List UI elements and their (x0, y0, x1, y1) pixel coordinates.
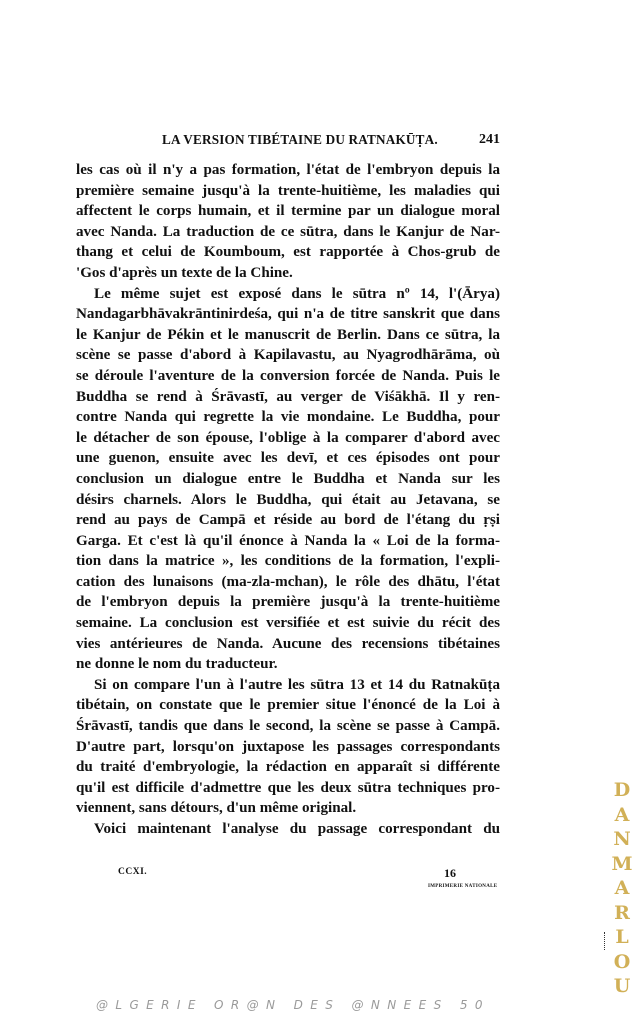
text-line: 'Gos d'après un texte de la Chine. (76, 264, 293, 281)
text-line: ne donne le nom du traducteur. (76, 656, 278, 673)
text-line: tibétain, on constate que le premier situe l'énoncé de la Loi à (76, 697, 500, 714)
watermark-letter: D (613, 779, 631, 801)
sheet-number: 16 (444, 866, 456, 880)
side-watermark (610, 778, 634, 999)
text-line: thang et celui de Koumboum, est rapportée à Chos-grub de (76, 244, 500, 261)
text-line: Voici maintenant l'analyse du passage correspondant du (94, 821, 500, 837)
watermark-letter: A (614, 877, 630, 899)
text-line: rend au pays de Campā et réside au bord de l'étang du ṛṣi (76, 512, 500, 529)
watermark-letter: A (614, 803, 630, 826)
text-line: désirs charnels. Alors le Buddha, qui était au Jetavana, se (76, 491, 500, 508)
text-line: de l'embryon depuis la première jusqu'à la trente-huitième (76, 594, 500, 611)
page-header (76, 132, 500, 152)
text-line: Buddha se rend à Śrāvastī, au verger de Viśākhā. Il y ren- (76, 388, 500, 405)
signature-mark: CCXI. (118, 867, 148, 877)
text-line: une guenon, ensuite avec les devī, et ces épisodes ont pour (76, 450, 500, 467)
watermark-letter: L (615, 926, 629, 948)
text-line: Garga. Et c'est là qu'il énonce à Nanda la « Loi de la forma- (76, 532, 500, 549)
printer-imprint: IMPRIMERIE NATIONALE (428, 884, 498, 889)
watermark-letter: M (611, 852, 633, 875)
text-line: viennent, sans détours, d'un même original. (76, 800, 357, 817)
watermark-letter: U (613, 975, 631, 997)
text-line: Nandagarbhāvakrāntinirdeśa, qui n'a de titre sanskrit que dans (76, 306, 500, 323)
text-line: D'autre part, lorsqu'on juxtapose les passages correspondants (76, 738, 500, 755)
text-line: conclusion un dialogue entre le Buddha et Nanda sur les (76, 470, 500, 487)
text-line: tion dans la matrice », les conditions de la formation, l'expli- (76, 553, 500, 570)
watermark-letter: O (613, 950, 631, 973)
bottom-watermark: @LGERIE OR@N DES @NNEES 50 (96, 998, 490, 1012)
body-text (76, 160, 500, 840)
text-line: qu'il est difficile d'admettre que les deux sūtra techniques pro- (76, 779, 500, 796)
watermark-letter: N (613, 828, 631, 850)
text-line: affectent le corps humain, et il termine par un dialogue moral (76, 203, 500, 220)
text-line: se déroule l'aventure de la conversion forcée de Nanda. Puis le (76, 367, 500, 384)
watermark-letter: R (614, 901, 630, 924)
text-line: du traité d'embryologie, la rédaction en apparaît si différente (76, 759, 500, 776)
text-line: Le même sujet est exposé dans le sūtra nº 14, l'(Ārya) (94, 285, 500, 302)
text-line: Śrāvastī, tandis que dans le second, la scène se passe à Campā. (76, 718, 500, 735)
text-line: vies antérieures de Nanda. Aucune des recensions tibétaines (76, 635, 500, 652)
text-line: cation des lunaisons (ma-zla-mchan), le rôle des dhātu, l'état (76, 573, 500, 590)
text-line: semaine. La conclusion est versifiée et est suivie du récit des (76, 615, 500, 632)
text-line: scène se passe d'abord à Kapilavastu, au Nyagrodhārāma, où (76, 347, 500, 364)
text-line: avec Nanda. La traduction de ce sūtra, dans le Kanjur de Nar- (76, 223, 500, 240)
text-line: le détacher de son épouse, l'oblige à la comparer d'abord avec (76, 429, 500, 446)
running-head: LA VERSION TIBÉTAINE DU RATNAKŪṬA. (162, 132, 438, 147)
text-line: Si on compare l'un à l'autre les sūtra 13 et 14 du Ratnakūṭa (94, 676, 500, 693)
text-line: première semaine jusqu'à la trente-huitième, les maladies qui (76, 182, 500, 199)
page-number: 241 (479, 132, 500, 147)
text-line: le Kanjur de Pékin et le manuscrit de Berlin. Dans ce sūtra, la (76, 326, 500, 343)
text-line: contre Nanda qui regrette la vie mondaine. Le Buddha, pour (76, 409, 500, 426)
text-line: les cas où il n'y a pas formation, l'état de l'embryon depuis la (76, 162, 500, 178)
scan-edge-mark (604, 932, 607, 950)
